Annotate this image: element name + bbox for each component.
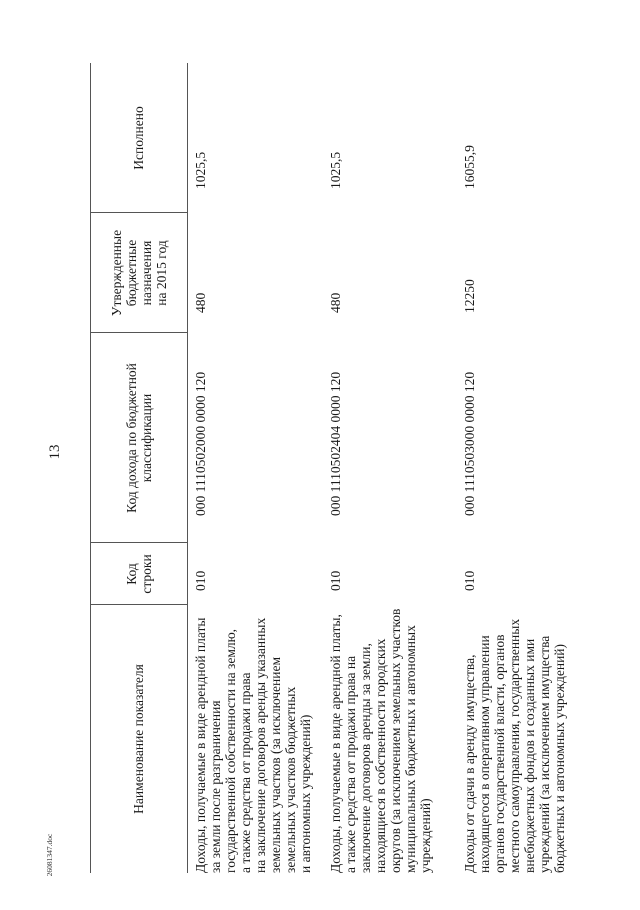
row-name-line: внебюджетных фондов и созданных ими <box>522 638 537 873</box>
row-name-line: бюджетных и автономных учреждений) <box>552 643 567 873</box>
header-executed-label: Исполнено <box>131 106 146 170</box>
header-kbk-label: Код дохода по бюджетной <box>123 363 139 513</box>
header-name <box>90 605 187 873</box>
row-name-line: органов государственной власти, органов <box>492 634 507 873</box>
header-plan-label: бюджетные <box>123 239 139 307</box>
rotated-table <box>90 63 600 873</box>
row-name-line: муниципальных бюджетных и автономных <box>403 625 418 873</box>
header-bottom-border <box>187 63 188 873</box>
header-kbk-label: классификации <box>138 393 154 483</box>
row-plan: 12250 <box>462 279 477 313</box>
row-name-line: и автономных учреждений) <box>298 714 313 873</box>
row-executed: 1025,5 <box>193 151 208 189</box>
header-plan-label: назначения <box>138 240 154 306</box>
row-name-line: учреждений (за исключением имущества <box>537 635 552 873</box>
row-line-code: 010 <box>328 570 343 591</box>
row-kbk: 000 1110502404 0000 120 <box>328 371 343 516</box>
row-name-line: заключение договоров аренды за земли, <box>358 643 373 873</box>
header-line-code <box>90 543 187 605</box>
row-name-line: а также средства от продажи права <box>238 672 253 873</box>
document-code: 26081347.doc <box>45 833 54 877</box>
header-kbk <box>90 333 187 543</box>
row-line-code: 010 <box>462 570 477 591</box>
row-kbk: 000 1110502000 0000 120 <box>193 371 208 516</box>
page-number: 13 <box>47 444 63 460</box>
header-line-code-label: строки <box>138 554 154 594</box>
row-name-line: на заключение договоров аренды указанных <box>253 617 268 873</box>
row-plan: 480 <box>328 292 343 313</box>
row-name-line: за земли после разграничения <box>208 700 223 873</box>
header-plan <box>90 213 187 333</box>
header-plan-label: Утвержденные <box>108 229 124 317</box>
row-name-line: местного самоуправления, государственных <box>507 618 522 873</box>
header-line-code-label: Код <box>123 563 139 585</box>
row-name-line: находящегося в оперативном управлении <box>477 635 492 873</box>
row-name-line: учреждений) <box>418 798 433 873</box>
row-name-line: земельных участков бюджетных <box>283 686 298 873</box>
header-plan-label: на 2015 год <box>153 240 169 306</box>
row-name-line: Доходы, получаемые в виде арендной платы <box>193 617 208 873</box>
row-name-line: а также средства от продажи права на <box>343 655 358 873</box>
row-name <box>193 617 313 873</box>
row-name-line: Доходы от сдачи в аренду имущества, <box>462 654 477 873</box>
row-name-line: округов (за исключением земельных участков <box>388 608 403 873</box>
row-name <box>328 608 433 873</box>
row-plan: 480 <box>193 292 208 313</box>
row-executed: 16055,9 <box>462 145 477 189</box>
row-name-line: земельных участков (за исключением <box>268 656 283 873</box>
row-kbk: 000 1110503000 0000 120 <box>462 371 477 516</box>
row-name-line: государственной собственности на землю, <box>223 628 238 873</box>
row-name-line: находящиеся в собственности городских <box>373 638 388 873</box>
row-executed: 1025,5 <box>328 151 343 189</box>
row-name <box>462 618 567 873</box>
header-executed <box>90 63 187 213</box>
row-line-code: 010 <box>193 570 208 591</box>
header-name-label: Наименование показателя <box>131 664 146 814</box>
row-name-line: Доходы, получаемые в виде арендной платы, <box>328 614 343 873</box>
